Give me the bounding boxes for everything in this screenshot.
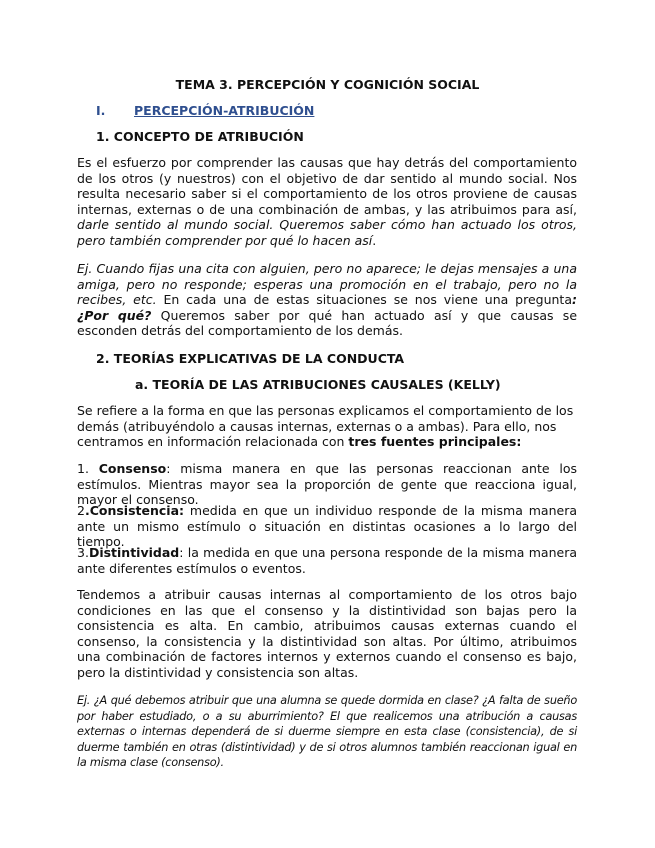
heading-kelly: a. TEORÍA DE LAS ATRIBUCIONES CAUSALES (KELLY): [135, 377, 501, 392]
item-number: 1.: [77, 461, 99, 476]
item-number: 2: [77, 503, 85, 518]
list-item-consenso: [77, 461, 577, 508]
kelly-text: Se refiere a la forma en que las personas explicamos el comportamiento de los demás (atribuyéndolo a causas internas, externas o a ambas). Para ello, nos centramos en información relacionada con: [77, 403, 574, 450]
item-number: 3.: [77, 545, 89, 560]
item-term: Consenso: [98, 461, 167, 476]
paragraph-italic: darle sentido al mundo social. Queremos saber cómo han actuado los otros, pero también comprender por qué lo hacen así: [77, 217, 577, 248]
paragraph-kelly: [77, 403, 577, 450]
section-link[interactable]: PERCEPCIÓN-ATRIBUCIÓN: [134, 103, 315, 118]
heading-teorias: 2. TEORÍAS EXPLICATIVAS DE LA CONDUCTA: [96, 351, 405, 366]
list-item-consistencia: [77, 503, 577, 550]
item-text: : misma manera en que las personas reaccionan ante los estímulos. Mientras mayor sea la proporción de gente que reacciona igual, mayor el consenso.: [77, 461, 577, 508]
paragraph-example-2: Ej. ¿A qué debemos atribuir que una alumna se quede dormida en clase? ¿A falta de sueño por haber estudiado, o a su aburrimiento? El que realicemos una atribución a causas externas o internas dependerá de si duerme siempre en esta clase (consistencia), de si duerme también en otras (distintividad) y de si otros alumnos también reaccionan igual en la misma clase (consenso).: [77, 694, 577, 770]
paragraph-example: [77, 261, 577, 339]
paragraph-definition: [77, 155, 577, 249]
section-heading: [96, 103, 314, 118]
heading-concepto: 1. CONCEPTO DE ATRIBUCIÓN: [96, 129, 304, 144]
item-term: .Consistencia:: [84, 503, 185, 518]
example-text: En cada una de estas situaciones se nos viene una pregunta: [156, 292, 572, 308]
paragraph-end: .: [372, 232, 377, 248]
example-italic: Ej. Cuando fijas una cita con alguien, pero no aparece; le dejas mensajes a una amiga, pero no responde; esperas una promoción en el trabajo, pero no la recibes, etc.: [77, 261, 577, 308]
section-number: I.: [96, 103, 106, 118]
example-text-end: Queremos saber por qué han actuado así y que causas se esconden detrás del comportamiento de los demás.: [77, 307, 578, 339]
list-item-distintividad: [77, 545, 577, 576]
paragraph-conclusion: Tendemos a atribuir causas internas al comportamiento de los otros bajo condiciones en las que el consenso y la distintividad son bajas pero la consistencia es alta. En cambio, atribuimos causas externas cuando el consenso, la consistencia y la distintividad son altas. Por último, atribuimos una combinación de factores internos y externos cuando el consenso es bajo, pero la distintividad y consistencia son altas.: [77, 587, 577, 680]
item-text: medida en que un individuo responde de la misma manera ante un mismo estímulo o situación en distintas ocasiones a lo largo del tiempo.: [77, 503, 577, 550]
document-title: TEMA 3. PERCEPCIÓN Y COGNICIÓN SOCIAL: [175, 77, 480, 92]
item-term: Distintividad: [88, 545, 180, 560]
example-question: : ¿Por qué?: [77, 292, 577, 323]
kelly-bold: tres fuentes principales:: [348, 434, 522, 450]
item-text: : la medida en que una persona responde de la misma manera ante diferentes estímulos o eventos.: [77, 545, 577, 576]
paragraph-text: Es el esfuerzo por comprender las causas que hay detrás del comportamiento de los otros (y nuestros) con el objetivo de dar sentido al mundo social. Nos resulta necesario saber si el comportamiento de los otros proviene de causas internas, externas o de una combinación de ambas, y las atribuimos para así,: [77, 155, 577, 217]
